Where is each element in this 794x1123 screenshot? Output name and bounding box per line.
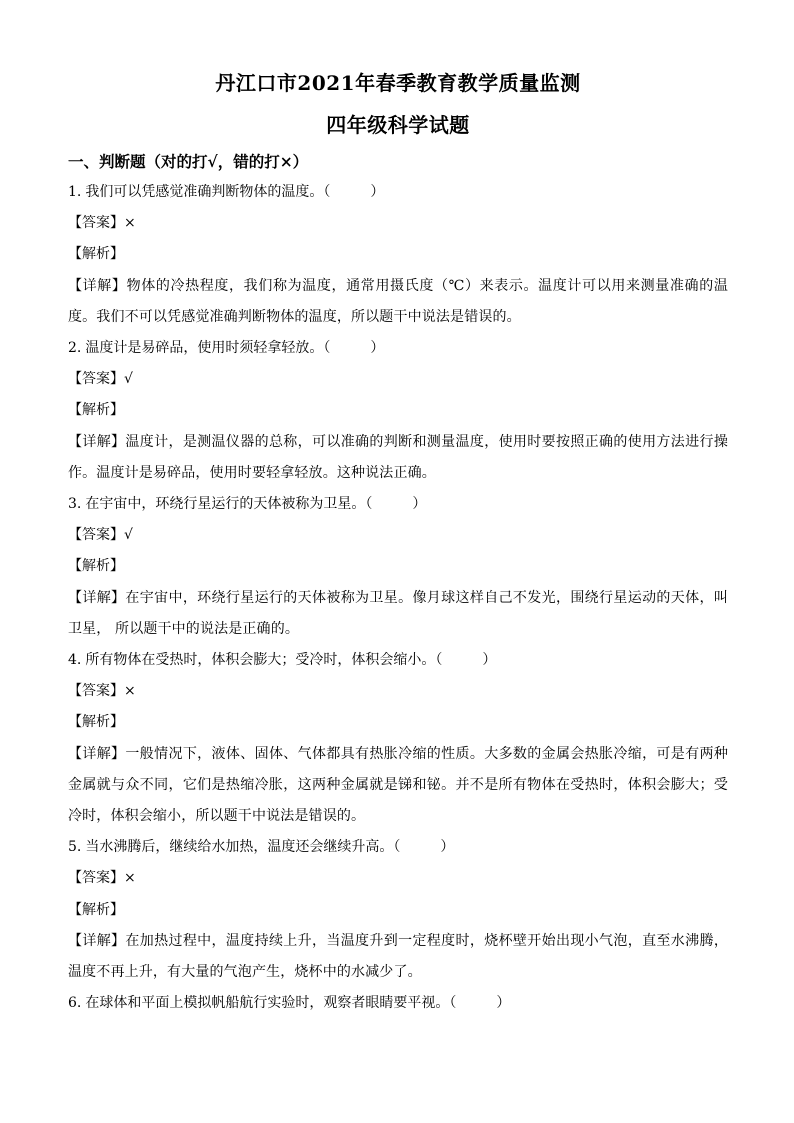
question-6	[68, 988, 728, 1019]
question-text: 在球体和平面上模拟帆船航行实验时，观察者眼睛要平视。（	[85, 995, 457, 1012]
analysis-label-2: 【解析】	[68, 402, 124, 419]
question-number: 3.	[68, 496, 82, 513]
question-bracket-close: ）	[496, 995, 511, 1012]
detail-label: 【详解】	[68, 433, 126, 450]
question-bracket-close: ）	[412, 496, 427, 513]
answer-2	[68, 364, 728, 395]
question-text: 我们可以凭感觉准确判断物体的温度。（	[85, 184, 331, 200]
detail-label: 【详解】	[68, 589, 126, 606]
question-number: 2.	[68, 340, 82, 357]
answer-5	[68, 863, 728, 894]
question-text: 温度计是易碎品，使用时须轻拿轻放。（	[85, 340, 331, 357]
detail-text: 一般情况下，液体、固体、气体都具有热胀冷缩的性质。大多数的金属会热胀冷缩，可是有两种金属就与众不同，它们是热缩冷胀，这两种金属就是锑和铋。并不是所有物体在受热时，体积会膨大；受冷时，体积会缩小，所以题干中说法是错误的。	[68, 745, 728, 825]
question-text: 所有物体在受热时，体积会膨大；受冷时，体积会缩小。（	[85, 652, 443, 669]
question-number: 4.	[68, 652, 82, 669]
question-4	[68, 645, 728, 676]
detail-2	[68, 427, 728, 489]
question-bracket-close: ）	[440, 839, 455, 856]
analysis-label-4: 【解析】	[68, 714, 124, 731]
detail-4	[68, 739, 728, 833]
detail-5	[68, 926, 728, 988]
answer-label: 【答案】	[68, 870, 124, 887]
detail-text: 在加热过程中，温度持续上升，当温度升到一定程度时，烧杯壁开始出现小气泡，直至水沸腾，温度不再上升，有大量的气泡产生，烧杯中的水减少了。	[68, 932, 728, 981]
detail-text: 在宇宙中，环绕行星运行的天体被称为卫星。像月球这样自己不发光，围绕行星运动的天体，叫卫星， 所以题干中的说法是正确的。	[68, 589, 728, 637]
answer-value: ×	[124, 870, 136, 887]
question-bracket-close: ）	[482, 652, 497, 669]
answer-value: √	[124, 527, 133, 544]
document-title: 丹江口市2021年春季教育教学质量监测	[215, 71, 581, 95]
detail-3	[68, 583, 728, 645]
analysis-label-5: 【解析】	[68, 901, 124, 918]
answer-value: √	[124, 371, 133, 388]
question-2	[68, 333, 728, 364]
question-number: 5.	[68, 839, 82, 856]
answer-value: ×	[124, 215, 136, 232]
detail-1	[68, 271, 728, 333]
question-bracket-close: ）	[370, 340, 385, 357]
answer-label: 【答案】	[68, 215, 124, 232]
question-number: 1.	[68, 184, 82, 200]
question-number: 6.	[68, 995, 82, 1012]
answer-3	[68, 520, 728, 551]
detail-label: 【详解】	[68, 932, 126, 949]
detail-text: 物体的冷热程度，我们称为温度，通常用摄氏度（℃）来表示。温度计可以用来测量准确的温度。我们不可以凭感觉准确判断物体的温度，所以题干中说法是错误的。	[68, 277, 728, 325]
question-text: 在宇宙中，环绕行星运行的天体被称为卫星。（	[85, 496, 373, 513]
question-text: 当水沸腾后，继续给水加热，温度还会继续升高。（	[85, 839, 401, 856]
question-3	[68, 489, 728, 520]
answer-1	[68, 208, 728, 239]
detail-text: 温度计，是测温仪器的总称，可以准确的判断和测量温度，使用时要按照正确的使用方法进行操作。温度计是易碎品，使用时要轻拿轻放。这种说法正确。	[68, 433, 728, 481]
answer-label: 【答案】	[68, 683, 124, 700]
document-subtitle: 四年级科学试题	[326, 113, 470, 137]
question-bracket-close: ）	[370, 184, 385, 200]
detail-label: 【详解】	[68, 277, 127, 294]
analysis-label-3: 【解析】	[68, 558, 124, 575]
answer-value: ×	[124, 683, 136, 700]
question-1	[68, 177, 728, 208]
answer-label: 【答案】	[68, 371, 124, 388]
analysis-label-1: 【解析】	[68, 246, 124, 263]
section-heading: 一、判断题（对的打√，错的打×）	[68, 152, 309, 171]
answer-4	[68, 676, 728, 707]
detail-label: 【详解】	[68, 745, 126, 762]
question-5	[68, 832, 728, 863]
answer-label: 【答案】	[68, 527, 124, 544]
